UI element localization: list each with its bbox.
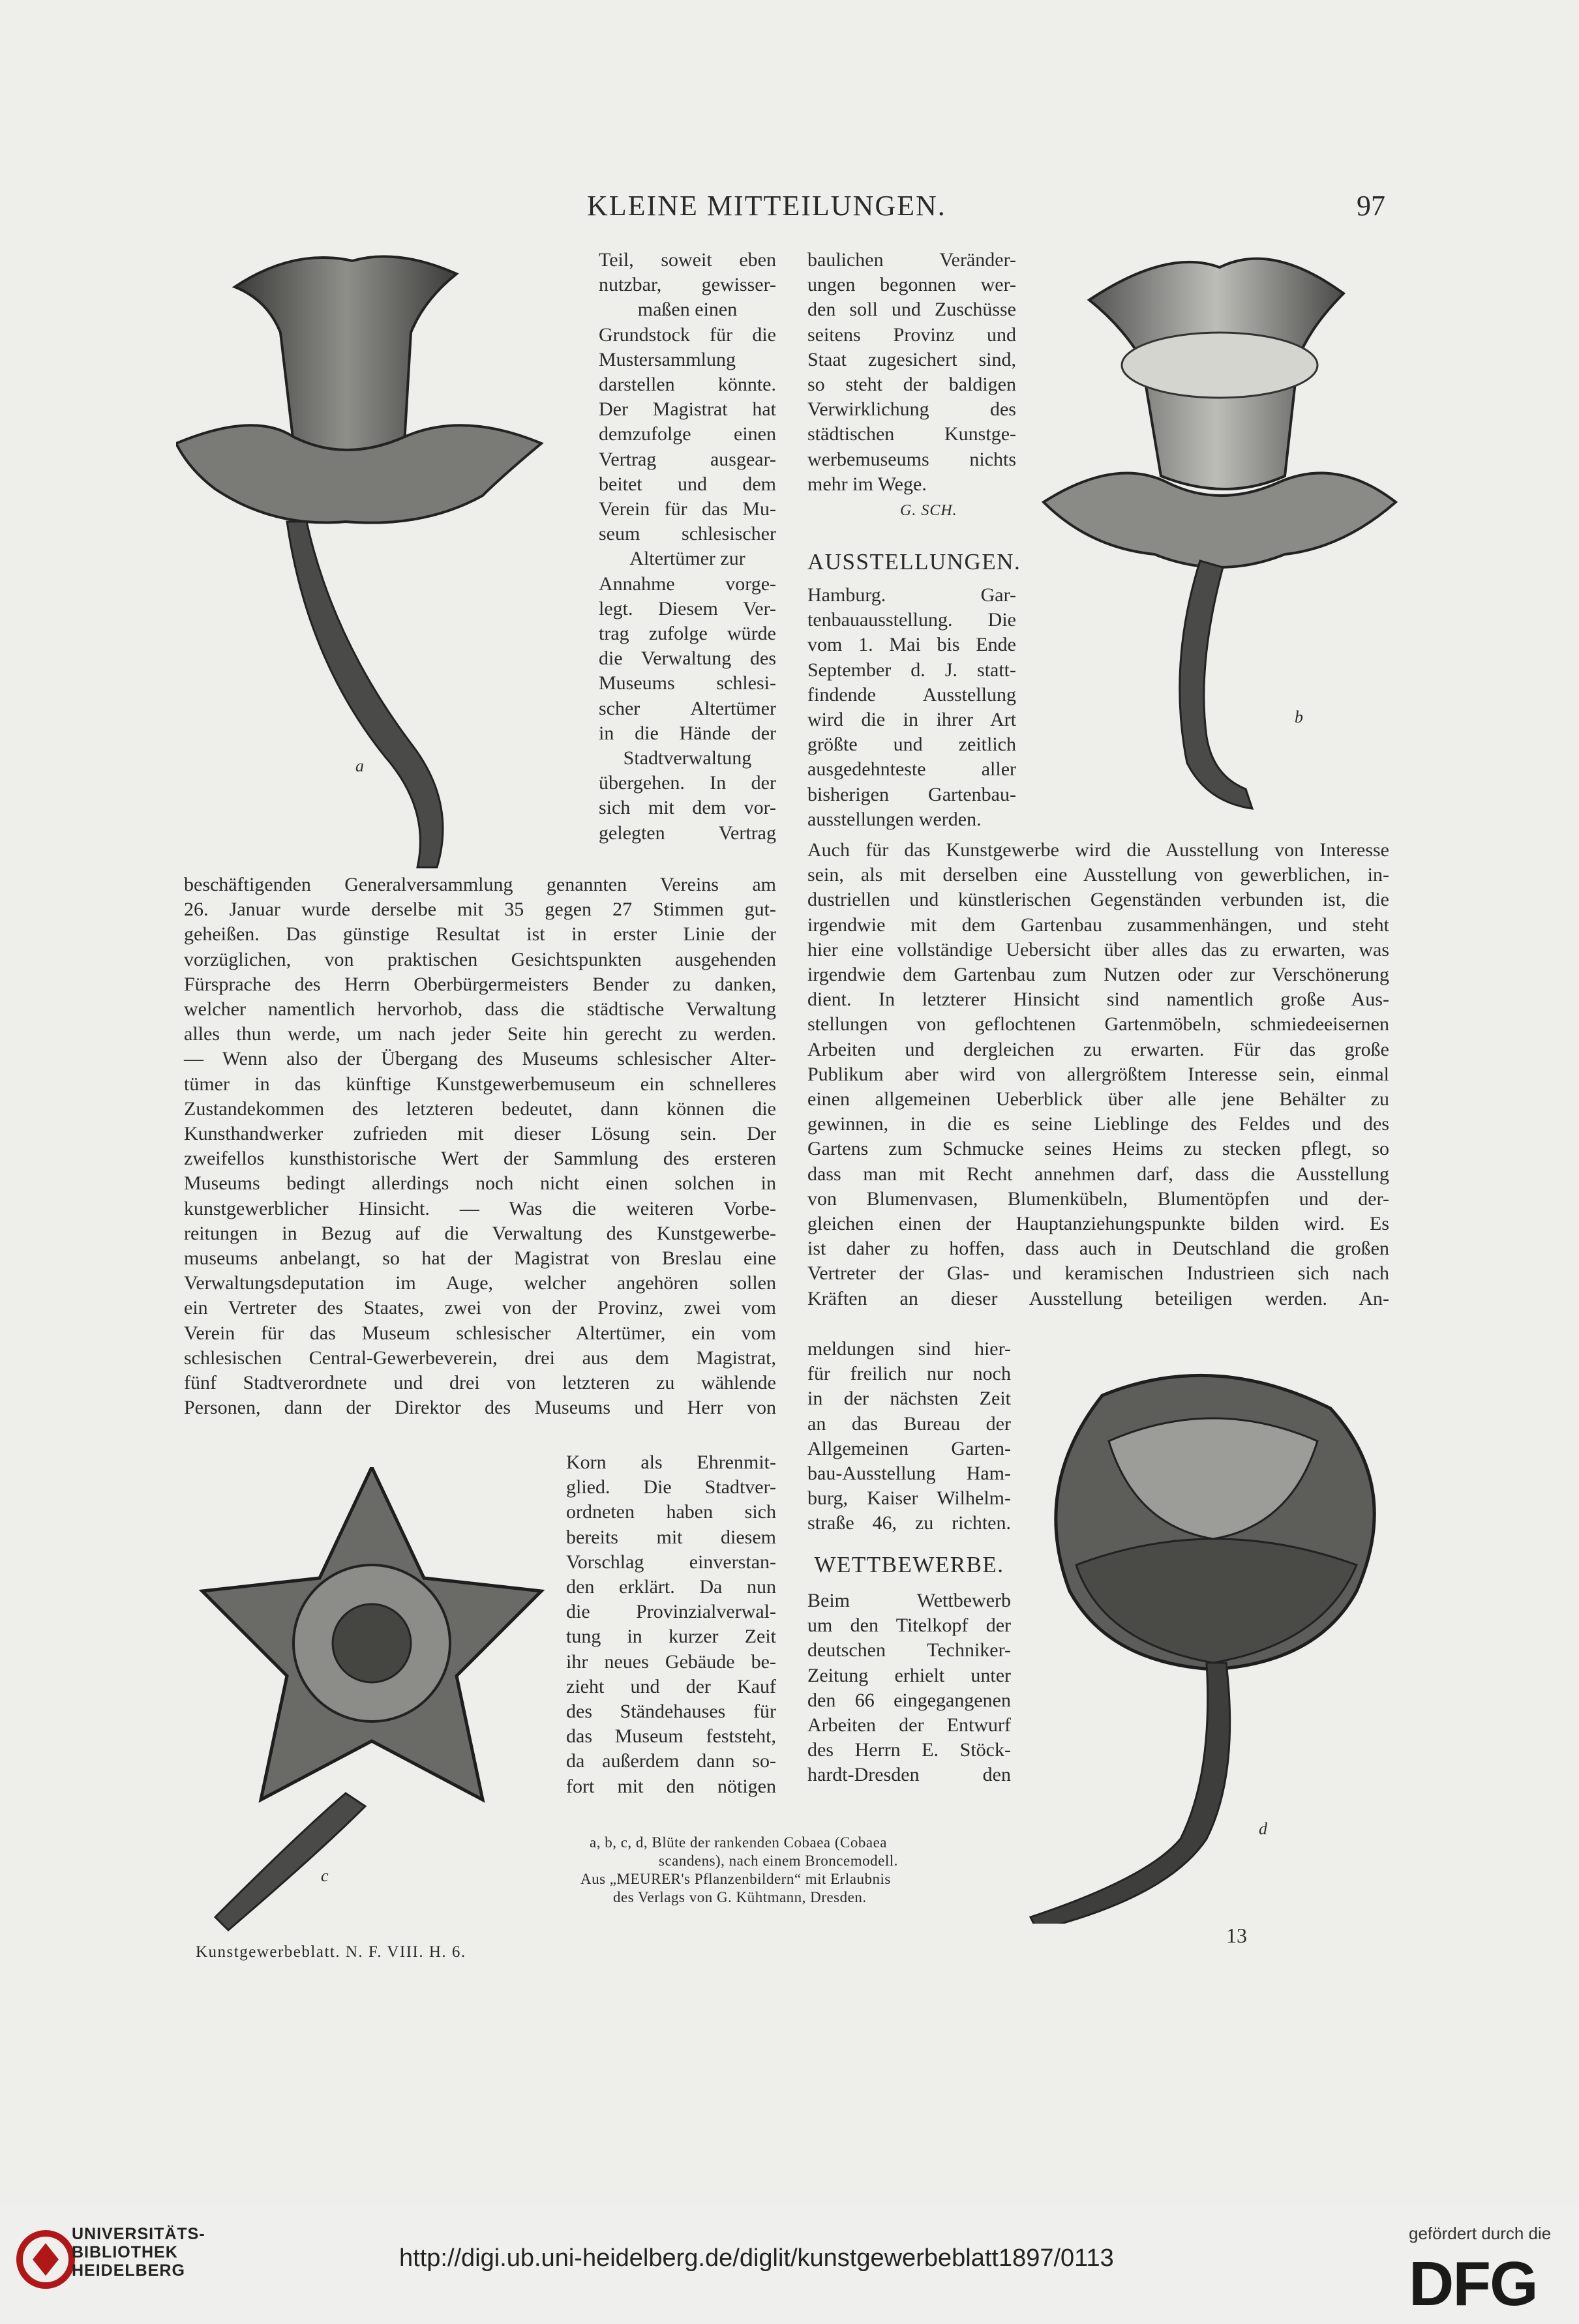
text-line: Hamburg. Gar- <box>807 584 1016 606</box>
flower-illustration-a <box>176 248 580 874</box>
text-line: einen allgemeinen Ueberblick über alle jene Behälter zu <box>807 1088 1389 1110</box>
text-line: sich mit dem vor- <box>599 797 776 819</box>
text-column-right-wide <box>807 838 1389 1311</box>
text-line: irgendwie dem Gartenbau zum Nutzen oder zur Verschönerung <box>807 964 1389 986</box>
text-line: fort mit den nötigen <box>566 1775 776 1797</box>
text-line: Vertrag ausgear- <box>599 448 776 470</box>
text-line: irgendwie mit dem Gartenbau zusammenhängen, und steht <box>807 914 1389 936</box>
text-line: bau-Ausstellung Ham- <box>807 1463 1011 1485</box>
text-line: museums anbelangt, so hat der Magistrat von Breslau eine <box>184 1247 776 1270</box>
text-line: beschäftigenden Generalversammlung genannten Vereins am <box>184 874 776 895</box>
text-line: Verein für das Mu- <box>599 498 776 520</box>
text-line: kunstgewerblicher Hinsicht. — Was die weiteren Vorbe- <box>184 1197 776 1219</box>
text-line: Zeitung erhielt unter <box>807 1664 1011 1686</box>
running-header: KLEINE MITTEILUNGEN. <box>587 190 946 222</box>
text-line: Allgemeinen Garten- <box>807 1437 1011 1459</box>
text-line: scher Altertümer <box>599 697 776 719</box>
text-line: maßen einen <box>637 299 738 321</box>
text-line: 26. Januar wurde derselbe mit 35 gegen 27 Stimmen gut- <box>184 899 776 921</box>
text-line: das Museum feststeht, <box>566 1725 776 1748</box>
text-line: wird die in ihrer Art <box>807 709 1016 731</box>
text-line: da außerdem dann so- <box>566 1750 776 1772</box>
text-line: in die Hände der <box>599 722 776 744</box>
text-line: Verein für das Museum schlesischer Altertümer, ein vom <box>184 1322 776 1344</box>
text-line: vorzüglichen, von praktischen Gesichtspunkten ausgehenden <box>184 948 776 970</box>
text-line: sein, als mit derselben eine Ausstellung von gewerblichen, in- <box>807 864 1389 886</box>
text-line: in der nächsten Zeit <box>807 1388 1011 1410</box>
text-column-left-bottom <box>566 1450 776 1799</box>
caption-line: des Verlags von G. Kühtmann, Dresden. <box>613 1889 867 1905</box>
text-column-right-wett <box>807 1588 1011 1788</box>
text-line: vom 1. Mai bis Ende <box>807 634 1016 656</box>
text-line: hardt-Dresden den <box>807 1764 1011 1786</box>
text-line: — Wenn also der Übergang des Museums schlesischer Alter- <box>184 1048 776 1070</box>
text-line: Verwirklichung des <box>807 398 1016 421</box>
funded-by-label: gefördert durch die <box>1409 2224 1552 2243</box>
text-line: legt. Diesem Ver- <box>599 597 776 619</box>
figure-label-c: c <box>321 1866 329 1885</box>
journal-footer: Kunstgewerbeblatt. N. F. VIII. H. 6. <box>196 1943 466 1961</box>
text-line: Auch für das Kunstgewerbe wird die Ausstellung von Interesse <box>807 839 1389 861</box>
text-line: bereits mit diesem <box>566 1526 776 1548</box>
text-line: Staat zugesichert sind, <box>807 348 1016 370</box>
figure-label-d: d <box>1259 1819 1267 1838</box>
text-column-right-bottom <box>807 1337 1011 1536</box>
text-line: ist daher zu hoffen, dass auch in Deutschland die großen <box>807 1238 1389 1260</box>
text-line: straße 46, zu richten. <box>807 1512 1011 1534</box>
figure-label-b: b <box>1295 708 1303 726</box>
text-line: burg, Kaiser Wilhelm- <box>807 1487 1011 1510</box>
signature-number: 13 <box>1226 1924 1247 1947</box>
text-line: ein Vertreter des Staates, zwei von der Provinz, zwei vom <box>184 1297 776 1319</box>
section-heading-wettbewerbe: WETTBEWERBE. <box>814 1552 1004 1577</box>
text-line: ausgedehnteste aller <box>807 758 1016 781</box>
text-line: dient. In letzterer Hinsicht sind namentlich große Aus- <box>807 989 1389 1011</box>
text-line: Personen, dann der Direktor des Museums und Herr von <box>184 1397 776 1419</box>
text-line: fünf Stadtverordnete und drei von letzteren zu wählende <box>184 1372 776 1394</box>
caption-line: Aus „MEURER's Pflanzenbildern“ mit Erlaubnis <box>580 1871 891 1887</box>
text-line: Stadtverwaltung <box>623 747 752 769</box>
text-line: ausstellungen werden. <box>807 808 982 830</box>
text-column-right-ausst <box>807 583 1016 832</box>
text-line: Arbeiten und dergleichen zu erwarten. Für das große <box>807 1038 1389 1060</box>
text-line: welcher namentlich hervorhob, dass die städtische Verwaltung <box>184 998 776 1020</box>
text-line: Vorschlag einverstan- <box>566 1551 776 1573</box>
text-line: an das Bureau der <box>807 1412 1011 1435</box>
text-line: von Blumenvasen, Blumenkübeln, Blumentöpfen und der- <box>807 1187 1389 1210</box>
caption-line: scandens), nach einem Broncemodell. <box>659 1853 898 1869</box>
text-line: schlesischen Central-Gewerbeverein, drei aus dem Magistrat, <box>184 1347 776 1369</box>
text-line: zieht und der Kauf <box>566 1675 776 1697</box>
text-line: bisherigen Gartenbau- <box>807 783 1016 805</box>
text-line: Verwaltungsdeputation im Auge, welcher angehören sollen <box>184 1272 776 1294</box>
text-line: städtischen Kunstge- <box>807 423 1016 445</box>
text-line: um den Titelkopf der <box>807 1615 1011 1637</box>
text-column-center-top <box>599 248 776 846</box>
text-line: Der Magistrat hat <box>599 398 776 421</box>
text-line: Grundstock für die <box>599 323 776 346</box>
text-line: den 66 eingegangenen <box>807 1689 1011 1711</box>
text-line: Publikum aber wird von allergrößtem Interesse sein, einmal <box>807 1063 1389 1085</box>
text-line: ordneten haben sich <box>566 1501 776 1523</box>
text-line: stellungen von geflochtenen Gartenmöbeln, schmiedeeisernen <box>807 1013 1389 1035</box>
text-line: des Herrn E. Stöck- <box>807 1739 1011 1761</box>
text-line: darstellen könnte. <box>599 374 776 396</box>
text-line: September d. J. statt- <box>807 659 1016 681</box>
text-line: Kräften an dieser Ausstellung beteiligen werden. An- <box>807 1287 1389 1309</box>
text-line: gleichen einen der Hauptanziehungspunkte bilden wird. Es <box>807 1213 1389 1235</box>
text-line: dass man mit Recht annehmen darf, dass die Ausstellung <box>807 1163 1389 1185</box>
text-line: für freilich nur noch <box>807 1363 1011 1385</box>
text-line: geheißen. Das günstige Resultat ist in erster Linie der <box>184 923 776 946</box>
text-line: größte und zeitlich <box>807 734 1016 756</box>
figure-caption <box>574 1834 898 1907</box>
text-line: die Provinzialverwal- <box>566 1601 776 1623</box>
text-line: des Ständehauses für <box>566 1701 776 1723</box>
text-line: seum schlesischer <box>599 523 776 545</box>
text-line: Beim Wettbewerb <box>807 1590 1011 1611</box>
text-line: alles thun werde, um nach jeder Seite hin gerecht zu werden. <box>184 1023 776 1045</box>
text-line: ihr neues Gebäude be- <box>566 1650 776 1673</box>
text-line: demzufolge einen <box>599 423 776 445</box>
library-name-line: HEIDELBERG <box>72 2261 185 2280</box>
text-line: die Verwaltung des <box>599 648 776 670</box>
text-line: Teil, soweit eben <box>599 249 776 271</box>
flower-illustration-d <box>1017 1356 1409 1924</box>
caption-line: a, b, c, d, Blüte der rankenden Cobaea (Cobaea <box>590 1834 887 1851</box>
text-line: ungen begonnen wer- <box>807 274 1016 296</box>
text-line: gewinnen, in die es seine Lieblinge des Feldes und des <box>807 1113 1389 1135</box>
text-line: beitet und dem <box>599 473 776 495</box>
text-line: Zustandekommen des letzteren bedeutet, dann können die <box>184 1097 776 1120</box>
text-line: Korn als Ehrenmit- <box>566 1452 776 1473</box>
text-line: Altertümer zur <box>629 548 745 570</box>
text-line: Gartens zum Schmucke seines Heims zu stecken pflegt, so <box>807 1138 1389 1160</box>
flower-illustration-c <box>189 1467 554 1937</box>
text-line: tenbauausstellung. Die <box>807 609 1016 631</box>
signature: G. SCH. <box>900 502 957 519</box>
text-line: Kunsthandwerker zufrieden mit dieser Lösung sein. Der <box>184 1123 776 1145</box>
text-line: übergehen. In der <box>599 772 776 794</box>
figure-label-a: a <box>355 756 364 775</box>
text-line: nutzbar, gewisser- <box>599 274 776 296</box>
section-heading-ausstellungen: AUSSTELLUNGEN. <box>807 549 1021 574</box>
text-line: zweifellos kunsthistorische Wert der Sammlung des ersteren <box>184 1148 776 1170</box>
text-line: reitungen in Bezug auf die Verwaltung des Kunstgewerbe- <box>184 1222 776 1244</box>
text-line: seitens Provinz und <box>807 323 1016 346</box>
text-line: mehr im Wege. <box>807 473 927 495</box>
text-line: Vertreter der Glas- und keramischen Industrieen sich nach <box>807 1262 1389 1285</box>
text-line: den erklärt. Da nun <box>566 1576 776 1598</box>
page-number: 97 <box>1357 190 1385 222</box>
text-line: werbemuseums nichts <box>807 448 1016 470</box>
text-line: findende Ausstellung <box>807 683 1016 706</box>
text-line: hier eine vollständige Uebersicht über alles das zu erwarten, was <box>807 938 1389 961</box>
text-line: Museums bedingt allerdings noch nicht einen solchen in <box>184 1172 776 1195</box>
text-line: den soll und Zuschüsse <box>807 299 1016 321</box>
text-line: Fürsprache des Herrn Oberbürgermeisters Bender zu danken, <box>184 973 776 995</box>
text-line: so steht der baldigen <box>807 374 1016 396</box>
text-line: tung in kurzer Zeit <box>566 1626 776 1648</box>
permalink-url[interactable]: http://digi.ub.uni-heidelberg.de/diglit/kunstgewerbeblatt1897/0113 <box>399 2244 1114 2272</box>
text-line: tümer in das künftige Kunstgewerbemuseum ein schnelleres <box>184 1073 776 1095</box>
text-line: trag zufolge würde <box>599 623 776 645</box>
text-line: Arbeiten der Entwurf <box>807 1714 1011 1736</box>
text-line: gelegten Vertrag <box>599 822 776 844</box>
text-column-right-top <box>807 248 1016 497</box>
text-line: baulichen Veränder- <box>807 249 1016 271</box>
text-line: glied. Die Stadtver- <box>566 1476 776 1498</box>
text-column-left-main <box>184 872 776 1420</box>
library-name-line: BIBLIOTHEK <box>72 2243 178 2261</box>
library-name <box>72 2225 205 2280</box>
text-line: Mustersammlung <box>599 348 736 370</box>
text-line: Museums schlesi- <box>599 672 776 694</box>
text-line: Annahme vorge- <box>599 573 776 595</box>
text-line: meldungen sind hier- <box>807 1338 1011 1360</box>
flower-illustration-b <box>1037 241 1402 815</box>
text-line: deutschen Techniker- <box>807 1639 1011 1661</box>
dfg-logo: DFG <box>1409 2249 1537 2319</box>
library-name-line: UNIVERSITÄTS- <box>72 2225 205 2243</box>
text-line: dustriellen und künstlerischen Gegenständen verbunden ist, die <box>807 889 1389 911</box>
